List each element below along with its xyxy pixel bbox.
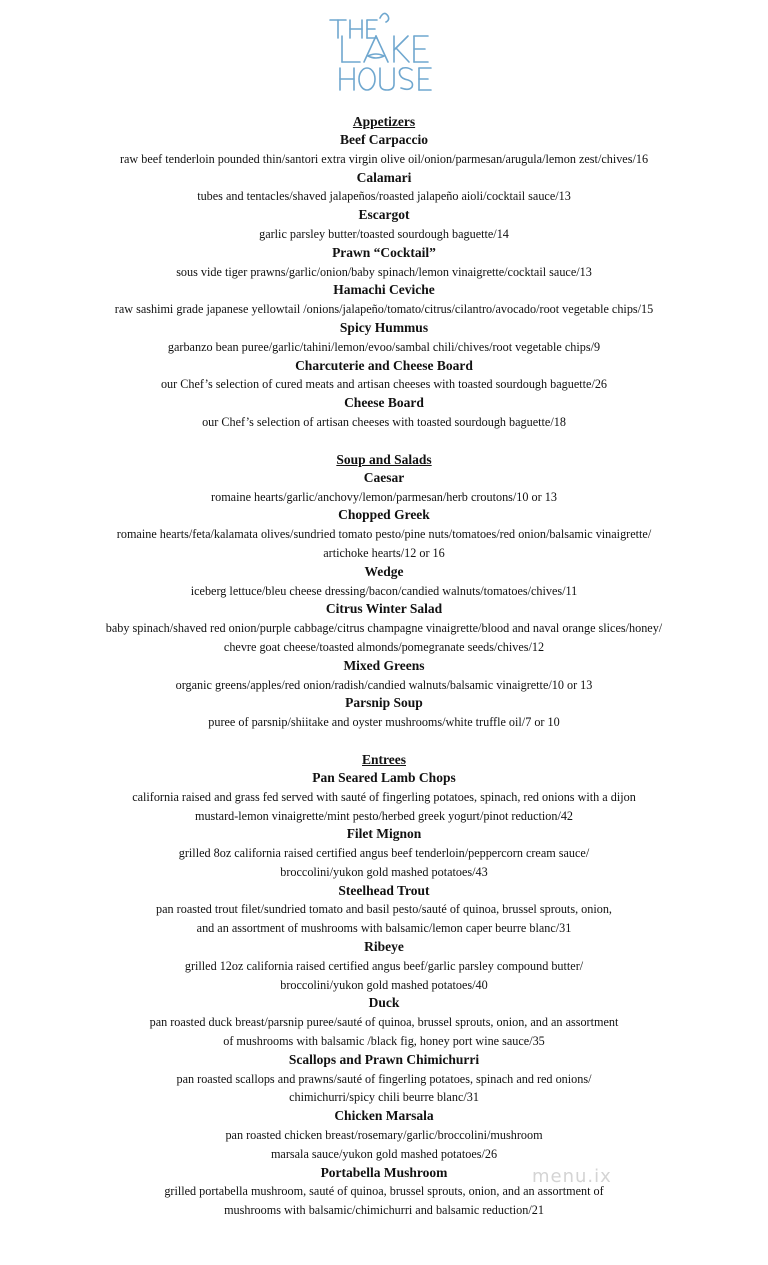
item-description: garlic parsley butter/toasted sourdough baguette/14 xyxy=(259,226,509,241)
watermark: menu.ix xyxy=(532,1166,612,1187)
menu-item xyxy=(0,281,768,319)
item-name: Beef Carpaccio xyxy=(339,132,429,147)
section-title: Appetizers xyxy=(352,114,416,129)
menu-item xyxy=(0,506,768,562)
section-appetizers xyxy=(0,112,768,432)
menu-item xyxy=(0,1164,768,1220)
item-name: Wedge xyxy=(364,563,404,579)
menu-item xyxy=(0,825,768,881)
item-description: california raised and grass fed served with sauté of fingerling potatoes, spinach, red onions with a dijon mustard-lemon vinaigrette/mint pesto/herbed greek yogurt/pinot reduction/42 xyxy=(132,789,636,823)
menu-item xyxy=(0,394,768,432)
item-name: Parsnip Soup xyxy=(345,695,423,711)
menu-item xyxy=(0,206,768,244)
item-description: organic greens/apples/red onion/radish/candied walnuts/balsamic vinaigrette/10 or 13 xyxy=(175,677,593,692)
item-description: sous vide tiger prawns/garlic/onion/baby spinach/lemon vinaigrette/cocktail sauce/13 xyxy=(176,264,592,279)
item-description: romaine hearts/feta/kalamata olives/sundried tomato pesto/pine nuts/tomatoes/red onion/balsamic vinaigrette/ artichoke hearts/12 or 16 xyxy=(116,527,652,560)
menu-item xyxy=(0,244,768,282)
item-description: pan roasted duck breast/parsnip puree/sauté of quinoa, brussel sprouts, onion, and an assortment of mushrooms with balsamic /black fig, honey port wine sauce/35 xyxy=(149,1015,619,1049)
item-name: Escargot xyxy=(358,207,410,223)
item-name: Mixed Greens xyxy=(343,657,425,673)
menu-item xyxy=(0,694,768,732)
item-description: our Chef’s selection of cured meats and artisan cheeses with toasted sourdough baguette/26 xyxy=(160,377,608,392)
section-soup-and-salads xyxy=(0,450,768,732)
menu-item xyxy=(0,994,768,1050)
restaurant-logo xyxy=(318,6,450,96)
item-description: pan roasted chicken breast/rosemary/garlic/broccolini/mushroom marsala sauce/yukon gold mashed potatoes/26 xyxy=(225,1128,543,1161)
lake-house-logo-art xyxy=(318,6,450,96)
item-description: grilled 12oz california raised certified angus beef/garlic parsley compound butter/ broccolini/yukon gold mashed potatoes/40 xyxy=(184,958,584,992)
menu-item xyxy=(0,357,768,395)
item-name: Chopped Greek xyxy=(338,507,430,523)
menu-item xyxy=(0,169,768,207)
item-name: Spicy Hummus xyxy=(339,319,429,335)
section-title: Soup and Salads xyxy=(336,451,432,467)
menu-item xyxy=(0,563,768,601)
menu-item xyxy=(0,319,768,357)
item-name: Steelhead Trout xyxy=(338,882,430,898)
item-name: Citrus Winter Salad xyxy=(325,601,443,617)
menu-item xyxy=(0,938,768,994)
section-spacer xyxy=(0,732,768,750)
menu-item xyxy=(0,600,768,656)
item-name: Duck xyxy=(368,995,400,1011)
item-description: raw beef tenderloin pounded thin/santori extra virgin olive oil/onion/parmesan/arugula/lemon zest/chives/16 xyxy=(119,151,649,166)
item-description: romaine hearts/garlic/anchovy/lemon/parmesan/herb croutons/10 or 13 xyxy=(211,489,557,504)
item-description: pan roasted trout filet/sundried tomato and basil pesto/sauté of quinoa, brussel sprouts, onion, and an assortment of mushrooms with balsamic/lemon caper beurre blanc/31 xyxy=(156,902,612,936)
item-description: baby spinach/shaved red onion/purple cabbage/citrus champagne vinaigrette/blood and naval orange slices/honey/ chevre goat cheese/toasted almonds/pomegranate seeds/chives/12 xyxy=(105,621,663,654)
menu-item xyxy=(0,657,768,695)
item-name: Ribeye xyxy=(364,939,404,955)
item-description: grilled portabella mushroom, sauté of quinoa, brussel sprouts, onion, and an assortment of mushrooms with balsamic/chimichurri and balsamic reduction/21 xyxy=(164,1184,604,1218)
item-description: garbanzo bean puree/garlic/tahini/lemon/evoo/sambal chili/chives/root vegetable chips/9 xyxy=(167,339,601,354)
item-name: Chicken Marsala xyxy=(334,1108,434,1124)
item-name: Hamachi Ceviche xyxy=(333,282,435,298)
item-name: Prawn “Cocktail” xyxy=(332,244,436,260)
item-description: grilled 8oz california raised certified angus beef tenderloin/peppercorn cream sauce/ broccolini/yukon gold mashed potatoes/43 xyxy=(178,846,590,879)
menu-item xyxy=(0,1107,768,1163)
item-name: Charcuterie and Cheese Board xyxy=(295,357,473,373)
menu-item xyxy=(0,882,768,938)
item-name: Calamari xyxy=(356,169,412,185)
item-description: pan roasted scallops and prawns/sauté of fingerling potatoes, spinach and red onions/ chimichurri/spicy chili beurre blanc/31 xyxy=(176,1071,592,1105)
item-description: puree of parsnip/shiitake and oyster mushrooms/white truffle oil/7 or 10 xyxy=(208,715,560,730)
menu xyxy=(0,112,768,1220)
section-spacer xyxy=(0,432,768,450)
section-entrees xyxy=(0,750,768,1220)
menu-item xyxy=(0,1051,768,1107)
item-name: Filet Mignon xyxy=(346,826,422,842)
menu-item xyxy=(0,769,768,825)
item-name: Pan Seared Lamb Chops xyxy=(312,769,456,785)
item-name: Caesar xyxy=(363,469,405,485)
item-description: iceberg lettuce/bleu cheese dressing/bacon/candied walnuts/tomatoes/chives/11 xyxy=(190,583,578,598)
item-description: tubes and tentacles/shaved jalapeños/roasted jalapeño aioli/cocktail sauce/13 xyxy=(197,189,571,204)
menu-item xyxy=(0,469,768,507)
item-description: raw sashimi grade japanese yellowtail /onions/jalapeño/tomato/citrus/cilantro/avocado/root vegetable chips/15 xyxy=(114,302,654,317)
item-name: Scallops and Prawn Chimichurri xyxy=(288,1051,480,1067)
menu-item xyxy=(0,131,768,169)
section-title: Entrees xyxy=(362,751,406,767)
item-name: Portabella Mushroom xyxy=(320,1164,448,1180)
item-name: Cheese Board xyxy=(344,395,424,411)
item-description: our Chef’s selection of artisan cheeses with toasted sourdough baguette/18 xyxy=(202,414,566,429)
